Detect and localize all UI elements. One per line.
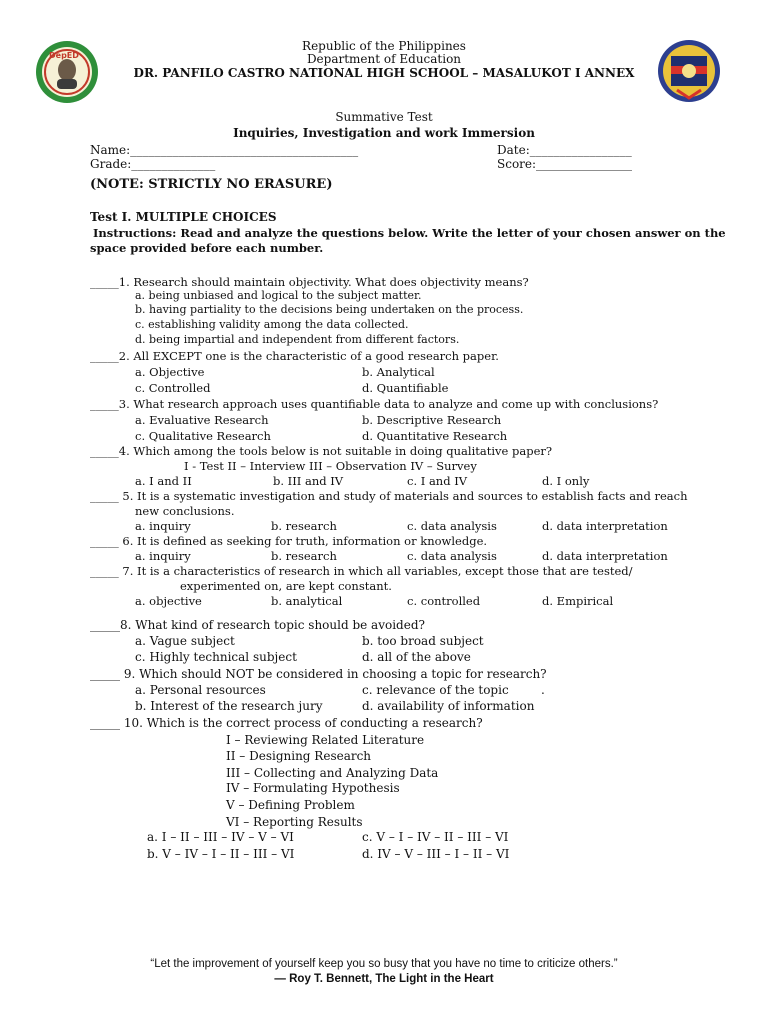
- q10-option-c: c. V – I – IV – II – III – VI: [362, 830, 509, 844]
- q6-option-a: a. inquiry: [135, 549, 191, 563]
- q9-option-a: a. Personal resources: [135, 683, 266, 697]
- q6-text: _____ 6. It is defined as seeking for truth, information or knowledge.: [90, 534, 488, 548]
- instructions-line1: Instructions: Read and analyze the questions below. Write the letter of your chosen answer on the: [93, 226, 726, 240]
- footer-quote: “Let the improvement of yourself keep you so busy that you have no time to criticize others.”: [150, 958, 618, 970]
- instructions-line2: space provided before each number.: [90, 241, 324, 255]
- q8-text: _____8. What kind of research topic should be avoided?: [90, 618, 425, 632]
- q10-option-a: a. I – II – III – IV – V – VI: [147, 830, 294, 844]
- q5-text-cont: new conclusions.: [135, 504, 235, 518]
- q10-step: IV – Formulating Hypothesis: [226, 781, 400, 795]
- q10-text: _____ 10. Which is the correct process of conducting a research?: [90, 716, 483, 730]
- left-seal-text: DepED: [49, 51, 79, 60]
- q9-option-d: d. availability of information: [362, 699, 535, 713]
- q10-step: III – Collecting and Analyzing Data: [226, 766, 439, 780]
- q1-option-d: d. being impartial and independent from different factors.: [135, 333, 460, 346]
- q9-stray-mark: .: [541, 683, 545, 697]
- q10-step: V – Defining Problem: [226, 798, 355, 812]
- q1-text: _____1. Research should maintain objectivity. What does objectivity means?: [90, 275, 529, 289]
- q4-option-c: c. I and IV: [407, 474, 468, 488]
- q6-option-c: c. data analysis: [407, 549, 497, 563]
- q9-option-b: b. Interest of the research jury: [135, 699, 323, 713]
- q3-option-d: d. Quantitative Research: [362, 429, 508, 443]
- q6-option-b: b. research: [271, 549, 337, 563]
- score-field: Score:________________: [497, 157, 633, 171]
- q8-option-b: b. too broad subject: [362, 634, 484, 648]
- q8-option-a: a. Vague subject: [135, 634, 235, 648]
- q10-step: I – Reviewing Related Literature: [226, 733, 425, 747]
- q2-option-d: d. Quantifiable: [362, 381, 449, 395]
- q4-tools: I - Test II – Interview III – Observation IV – Survey: [184, 459, 477, 473]
- q9-option-c: c. relevance of the topic: [362, 683, 509, 697]
- header-school-name: DR. PANFILO CASTRO NATIONAL HIGH SCHOOL – MASALUKOT I ANNEX: [133, 66, 635, 80]
- q4-option-b: b. III and IV: [273, 474, 344, 488]
- test1-heading: Test I. MULTIPLE CHOICES: [90, 210, 277, 224]
- q10-step: II – Designing Research: [226, 749, 372, 763]
- header-republic: Republic of the Philippines: [302, 39, 466, 53]
- q7-option-a: a. objective: [135, 594, 202, 608]
- q4-text: _____4. Which among the tools below is not suitable in doing qualitative paper?: [90, 444, 553, 458]
- test-type: Summative Test: [335, 110, 433, 124]
- q5-option-b: b. research: [271, 519, 337, 533]
- q2-text: _____2. All EXCEPT one is the characteristic of a good research paper.: [90, 349, 499, 363]
- q10-option-b: b. V – IV – I – II – III – VI: [147, 847, 295, 861]
- q5-option-a: a. inquiry: [135, 519, 191, 533]
- q2-option-b: b. Analytical: [362, 365, 435, 379]
- q4-option-d: d. I only: [542, 474, 590, 488]
- q3-text: _____3. What research approach uses quantifiable data to analyze and come up with conclusions?: [90, 397, 659, 411]
- q10-option-d: d. IV – V – III – I – II – VI: [362, 847, 510, 861]
- q6-option-d: d. data interpretation: [542, 549, 668, 563]
- name-field: Name:______________________________________: [90, 143, 359, 157]
- date-field: Date:_________________: [497, 143, 632, 157]
- q3-option-b: b. Descriptive Research: [362, 413, 502, 427]
- q4-option-a: a. I and II: [135, 474, 192, 488]
- q8-option-c: c. Highly technical subject: [135, 650, 297, 664]
- q7-text: _____ 7. It is a characteristics of research in which all variables, except those that are tested/: [90, 564, 633, 578]
- note: (NOTE: STRICTLY NO ERASURE): [90, 177, 333, 192]
- q5-text: _____ 5. It is a systematic investigation and study of materials and sources to establish facts and reach: [90, 489, 688, 503]
- q1-option-c: c. establishing validity among the data collected.: [135, 318, 409, 331]
- header-department: Department of Education: [306, 52, 462, 66]
- q7-option-b: b. analytical: [271, 594, 343, 608]
- q7-text-cont: experimented on, are kept constant.: [180, 579, 392, 593]
- q5-option-d: d. data interpretation: [542, 519, 668, 533]
- q7-option-c: c. controlled: [407, 594, 481, 608]
- footer-author: — Roy T. Bennett, The Light in the Heart: [274, 973, 494, 985]
- q5-option-c: c. data analysis: [407, 519, 497, 533]
- q10-step: VI – Reporting Results: [226, 815, 363, 829]
- grade-field: Grade:______________: [90, 157, 216, 171]
- q1-option-b: b. having partiality to the decisions being undertaken on the process.: [135, 303, 524, 316]
- q8-option-d: d. all of the above: [362, 650, 471, 664]
- test-subject: Inquiries, Investigation and work Immersion: [233, 126, 535, 140]
- q2-option-a: a. Objective: [135, 365, 205, 379]
- q3-option-a: a. Evaluative Research: [135, 413, 269, 427]
- q3-option-c: c. Qualitative Research: [135, 429, 271, 443]
- q2-option-c: c. Controlled: [135, 381, 211, 395]
- q7-option-d: d. Empirical: [542, 594, 614, 608]
- q1-option-a: a. being unbiased and logical to the subject matter.: [135, 289, 422, 302]
- q9-text: _____ 9. Which should NOT be considered in choosing a topic for research?: [90, 667, 547, 681]
